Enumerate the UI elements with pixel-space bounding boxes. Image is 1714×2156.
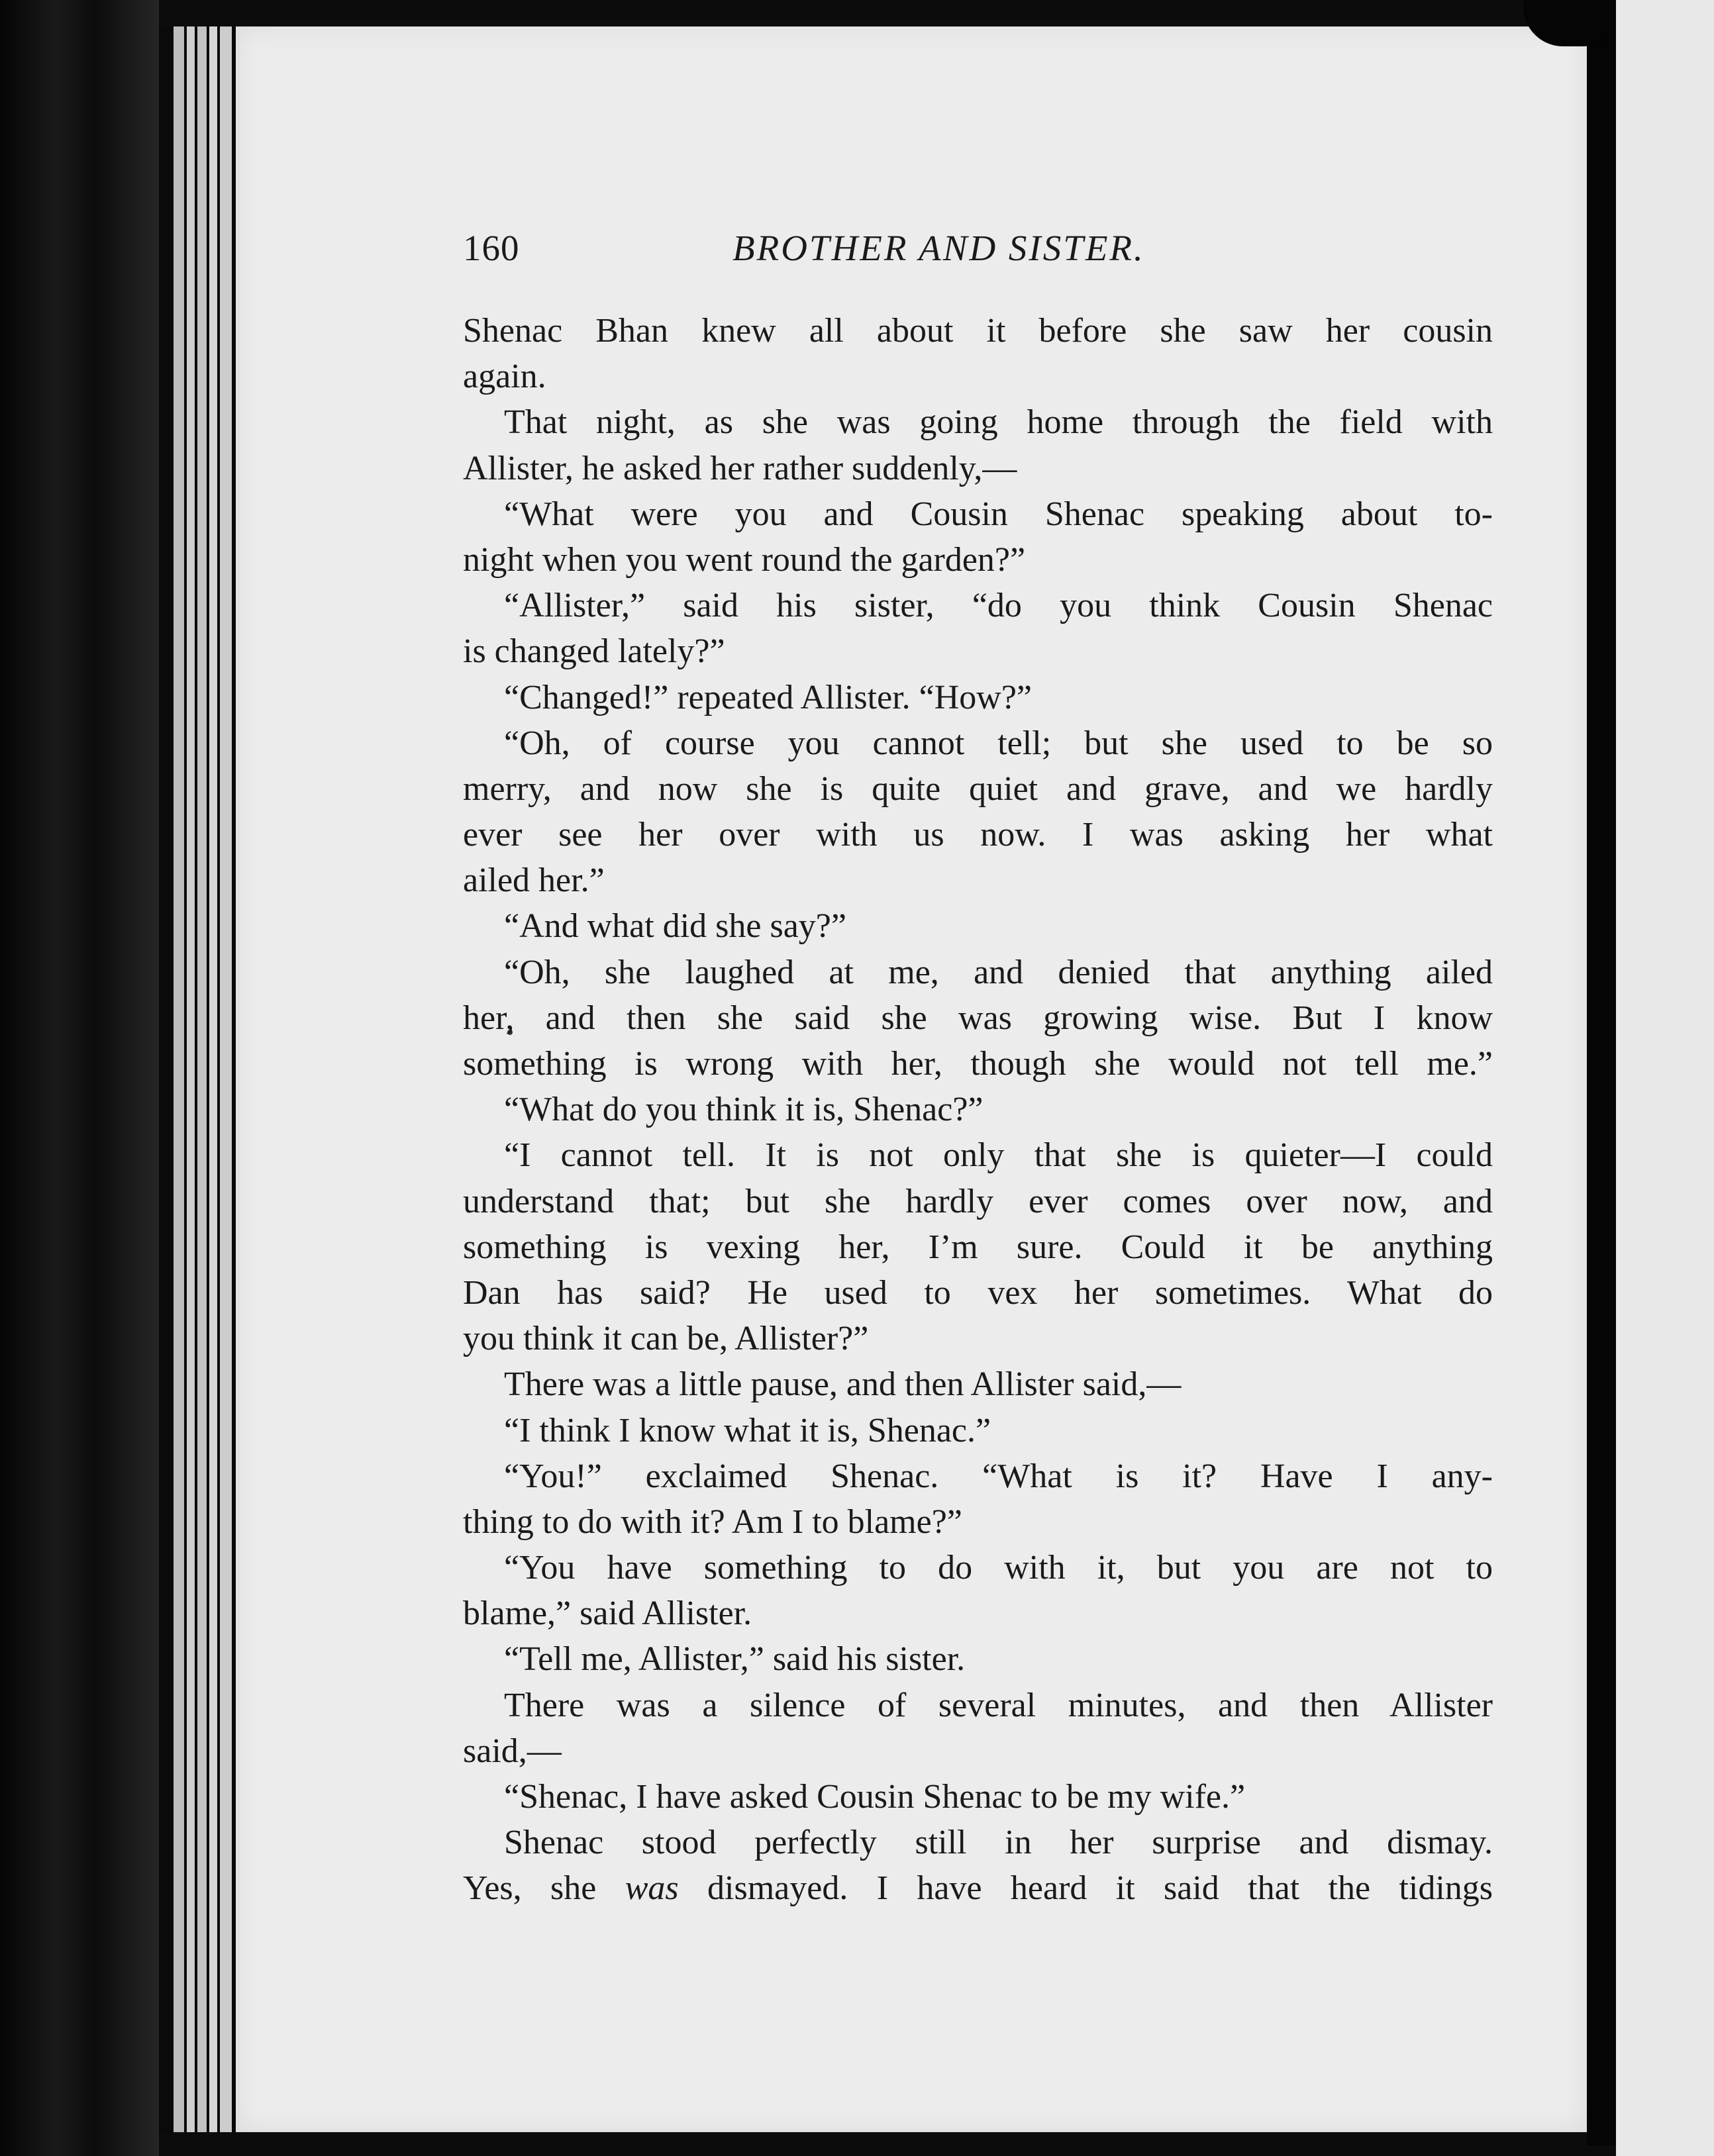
page-edge xyxy=(197,26,207,2132)
text-line: “Changed!” repeated Allister. “How?” xyxy=(504,678,1032,716)
page-header xyxy=(236,227,1587,280)
text-line: Dan has said? He used to vex her sometimes. What do xyxy=(463,1273,1493,1312)
text-line-last xyxy=(463,1865,1493,1911)
page-edge xyxy=(209,26,217,2132)
page-gutter xyxy=(1587,26,1616,2145)
text-line: Shenac stood perfectly still in her surprise and dismay. xyxy=(504,1824,1493,1862)
text-line: understand that; but she hardly ever comes over now, and xyxy=(463,1182,1493,1220)
running-title: BROTHER AND SISTER. xyxy=(732,228,1145,268)
text-line: “I think I know what it is, Shenac.” xyxy=(504,1411,991,1449)
text-line: her, and then she said she was growing wise. But I know xyxy=(463,999,1493,1037)
scan-bottom-border xyxy=(159,2132,1616,2156)
text-line: Allister, he asked her rather suddenly,— xyxy=(463,449,1017,487)
text-line: night when you went round the garden?” xyxy=(463,540,1026,579)
page-number: 160 xyxy=(463,228,520,268)
text-line: Shenac Bhan knew all about it before she saw her cousin xyxy=(463,312,1493,350)
facing-page-edge xyxy=(1616,0,1714,2156)
book-spine xyxy=(0,0,159,2156)
emphasized-word: was xyxy=(625,1869,679,1908)
text-line: “What do you think it is, Shenac?” xyxy=(504,1091,983,1129)
text-line: “And what did she say?” xyxy=(504,907,846,946)
text-line: “Oh, of course you cannot tell; but she used to be so xyxy=(504,724,1493,762)
page-edge xyxy=(220,26,232,2132)
text-fragment: Yes, she xyxy=(463,1869,625,1908)
body-text xyxy=(463,308,1493,1912)
text-line: said,— xyxy=(463,1732,562,1770)
text-line: “Allister,” said his sister, “do you think Cousin Shenac xyxy=(504,587,1493,625)
text-line: again. xyxy=(463,358,546,396)
text-line: merry, and now she is quite quiet and grave, and we hardly xyxy=(463,769,1493,808)
text-line: blame,” said Allister. xyxy=(463,1594,752,1633)
text-line: something is wrong with her, though she would not tell me.” xyxy=(463,1045,1493,1083)
text-line: There was a little pause, and then Allister said,— xyxy=(504,1365,1182,1404)
text-line: something is vexing her, I’m sure. Could it be anything xyxy=(463,1228,1493,1266)
scan-top-border xyxy=(159,0,1616,26)
text-fragment: dismayed. I have heard it said that the tidings xyxy=(678,1869,1493,1908)
text-line: “Oh, she laughed at me, and denied that anything ailed xyxy=(504,953,1493,991)
page-edge xyxy=(174,26,184,2132)
text-line: ever see her over with us now. I was asking her what xyxy=(463,816,1493,854)
page-edge xyxy=(187,26,195,2132)
text-line: is changed lately?” xyxy=(463,632,725,671)
text-line: “You have something to do with it, but you are not to xyxy=(504,1549,1493,1587)
text-line: “I cannot tell. It is not only that she is quieter—I could xyxy=(504,1136,1493,1175)
text-line: “You!” exclaimed Shenac. “What is it? Have I any- xyxy=(504,1457,1493,1495)
text-line: There was a silence of several minutes, and then Allister xyxy=(504,1686,1493,1724)
text-line: “What were you and Cousin Shenac speaking about to- xyxy=(504,495,1493,533)
text-line: ailed her.” xyxy=(463,861,605,900)
text-line: you think it can be, Allister?” xyxy=(463,1320,869,1358)
text-line: “Shenac, I have asked Cousin Shenac to be my wife.” xyxy=(504,1778,1246,1816)
text-line: “Tell me, Allister,” said his sister. xyxy=(504,1640,966,1679)
text-line: thing to do with it? Am I to blame?” xyxy=(463,1502,962,1541)
text-line: That night, as she was going home through the field with xyxy=(504,403,1493,442)
book-page xyxy=(236,26,1587,2132)
